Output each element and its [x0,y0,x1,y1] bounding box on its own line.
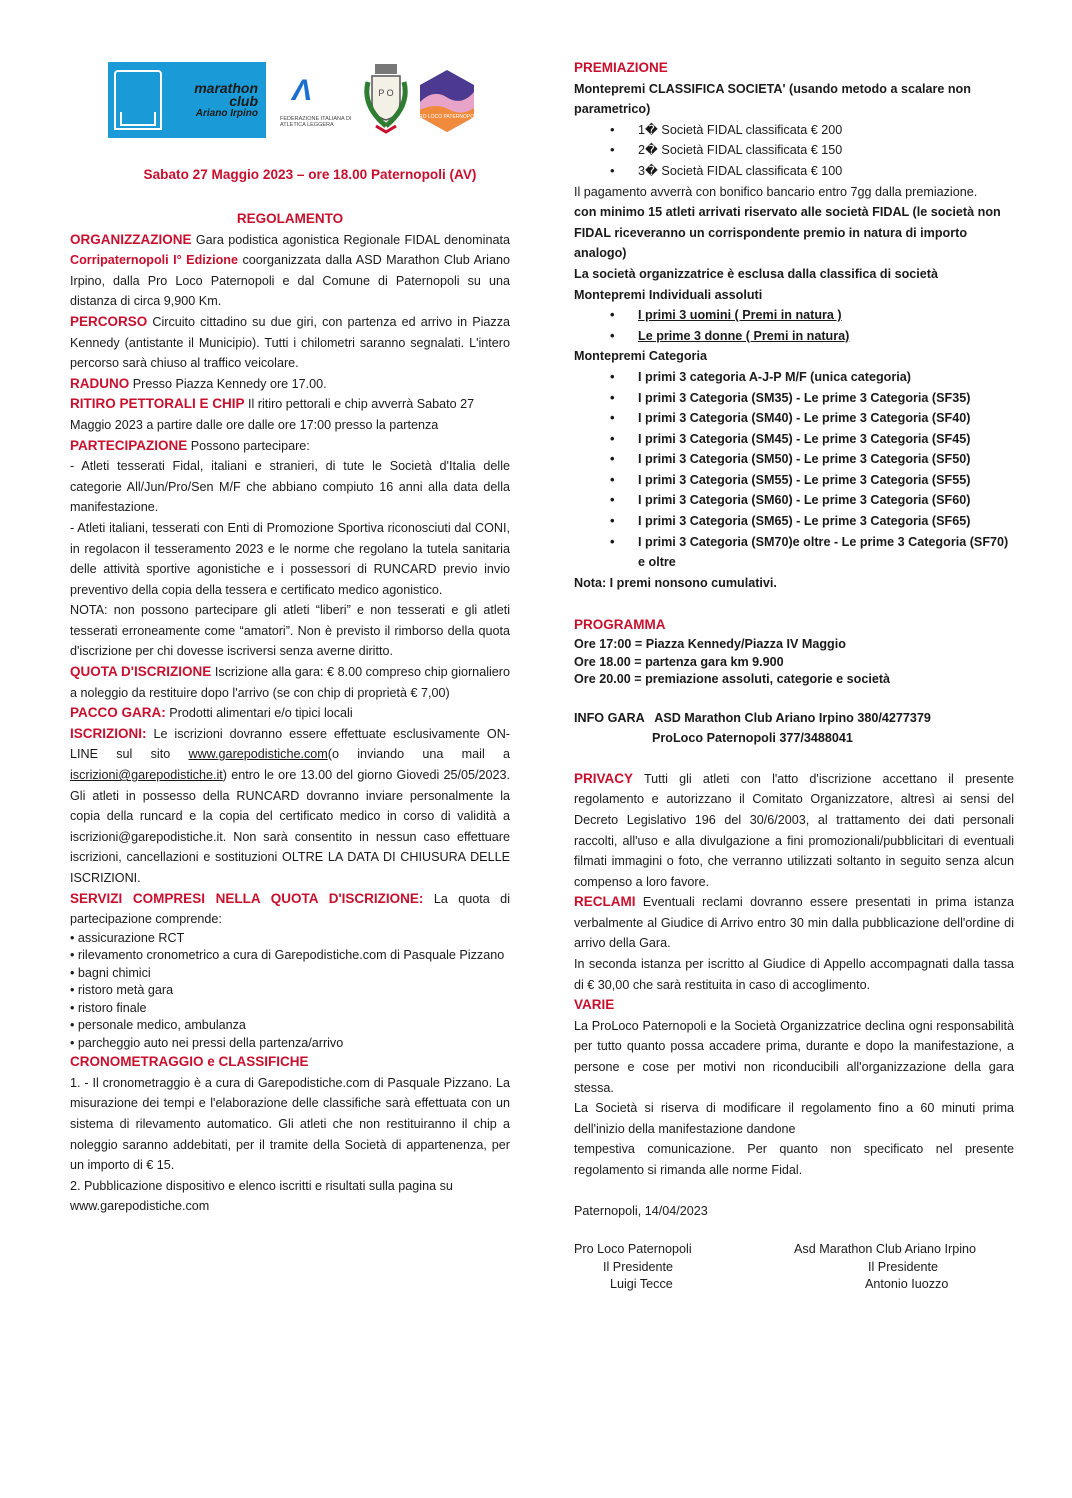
varie-3: tempestiva comunicazione. Per quanto non specificato nel presente regolamento si rimanda alle norme Fidal. [574,1142,1014,1177]
list-item: • rilevamento cronometrico a cura di Garepodistiche.com di Pasquale Pizzano [70,948,505,963]
list-item: • Le prime 3 donne ( Premi in natura) [574,326,1014,347]
section-ritiro: RITIRO PETTORALI E CHIP Il ritiro pettorali e chip avverrà Sabato 27 Maggio 2023 a partire dalle ore dalle ore 17:00 presso la partenza [70,396,475,432]
partecipazione-eps: - Atleti italiani, tesserati con Enti di Promozione Sportiva riconosciuti dal CONI, in regolacon il tesseramento 2023 e le norme che regolano la tutela sanitaria delle attività sportive agonistiche e i possessori di RUNCARD previo invio preventivo della copia della tessera e certificato medico agonistico. [70,520,510,597]
section-premiazione: PREMIAZIONE [574,60,668,75]
list-item: • I primi 3 categoria A-J-P M/F (unica categoria) [574,367,1014,388]
section-iscrizioni: ISCRIZIONI: Le iscrizioni dovranno essere effettuate esclusivamente ON-LINE sul sito www.garepodistiche.com(o inviando una mail a iscrizioni@garepodistiche.it) entro le ore 13.00 del giorno Giovedi 25/05/2023. Gli atleti in possesso della RUNCARD dovranno inviare personalmente la copia della runcard e la copia del certificato medico in corso di validità a iscrizioni@garepodistiche.it. Non sarà consentito in nessun caso effettuare iscrizioni, cancellazioni e sostituzioni OLTRE LA DATA DI CHIUSURA DELLE ISCRIZIONI. [70,725,510,885]
event-date-line: Sabato 27 Maggio 2023 – ore 18.00 Paternopoli (AV) [143,167,477,182]
varie-2: La Società si riserva di modificare il regolamento fino a 60 minuti prima dell'inizio della manifestazione dandone [574,1101,1014,1136]
list-item: • I primi 3 Categoria (SM45) - Le prime 3 Categoria (SF45) [574,429,1014,450]
list-item: • 3� Società FIDAL classificata € 100 [574,161,1014,182]
document-date: Paternopoli, 14/04/2023 [574,1203,708,1218]
list-item: • ristoro metà gara [70,983,174,998]
section-raduno: RADUNO Presso Piazza Kennedy ore 17.00. [70,375,327,391]
list-item: • 1� Società FIDAL classificata € 200 [574,120,1014,141]
section-programma: PROGRAMMA [574,617,666,633]
premi-nota: Nota: I premi nonsono cumulativi. [574,575,777,590]
list-item: • I primi 3 Categoria (SM50) - Le prime 3 Categoria (SF50) [574,449,1014,470]
section-percorso: PERCORSO Circuito cittadino su due giri, con partenza ed arrivo in Piazza Kennedy (antistante il Municipio). Tutti i chilometri saranno segnalati. L'intero percorso sarà chiuso al traffico veicolare. [70,313,510,371]
list-item: • I primi 3 uomini ( Premi in natura ) [574,305,1014,326]
nota-partecipazione: NOTA: non possono partecipare gli atleti “liberi” e non tesserati e gli atleti tesserati erroneamente come “amatori”. Non è previsto il rimborso della quota d'iscrizione per chi dovesse iscriversi senza averne diritto. [70,603,510,659]
varie-1: La ProLoco Paternopoli e la Società Organizzatrice declina ogni responsabilità per tutto quanto possa accadere prima, durante e dopo la manifestazione, a persone e cose per motivi non riconducibili all'organizzazione della gara stessa. [574,1018,1014,1095]
list-item: • bagni chimici [70,965,151,980]
section-pacco-gara: PACCO GARA: Prodotti alimentari e/o tipici locali [70,705,353,721]
municipal-crest-icon [362,60,410,140]
pro-loco-logo [414,68,480,134]
partecipazione-fidal: - Atleti tesserati Fidal, italiani e stranieri, di tute le Società d'Italia delle categorie All/Jun/Pro/Sen M/F che abbiano compiuto 16 anni alla data della manifestazione. [70,459,510,515]
list-item: • assicurazione RCT [70,930,185,945]
section-varie: VARIE [574,997,615,1013]
category-prize-list [574,367,1014,573]
list-item: • I primi 3 Categoria (SM35) - Le prime 3 Categoria (SF35) [574,388,1014,409]
programma-item: Ore 20.00 = premiazione assoluti, categorie e società [574,672,891,687]
signatures [574,1241,1014,1301]
marathon-club-logo [108,62,266,138]
section-quota: QUOTA D'ISCRIZIONE Iscrizione alla gara: € 8.00 compreso chip giornaliero a noleggio da restituire dopo l'arrivo (se con chip di proprietà € 7,00) [70,664,510,700]
societa-prize-list [574,120,1014,182]
list-item: • I primi 3 Categoria (SM65) - Le prime 3 Categoria (SF65) [574,511,1014,532]
tower-icon [114,70,162,130]
section-partecipazione: PARTECIPAZIONE Possono partecipare: [70,437,310,453]
montepremi-categoria: Montepremi Categoria [574,349,707,364]
regolamento-title: REGOLAMENTO [236,211,344,226]
list-item: • 2� Società FIDAL classificata € 150 [574,140,1014,161]
logo-text-marathon: marathon [194,80,258,96]
montepremi-societa: Montepremi CLASSIFICA SOCIETA' (usando metodo a scalare non parametrico) [574,81,971,117]
cronometraggio-1: 1. - Il cronometraggio è a cura di Garepodistiche.com di Pasquale Pizzano. La misurazione dei tempi e l'elaborazione delle classifiche sarà effettuata con un sistema di rilevamento automatico. Gli atleti che non restituiranno il chip a noleggio saranno addebitati, per il tramite della Società di appartenenza, per un importo di € 15. [70,1075,510,1173]
logo-text-ariano: Ariano Irpino [195,108,258,119]
signature-marathon: Asd Marathon Club Ariano Irpino Il Presidente Antonio Iuozzo [794,1242,977,1292]
garepodistiche-link[interactable]: www.garepodistiche.com [188,747,328,762]
list-item: • I primi 3 Categoria (SM40) - Le prime 3 Categoria (SF40) [574,408,1014,429]
section-organizzazione: ORGANIZZAZIONE Gara podistica agonistica Regionale FIDAL denominata Corripaternopoli I° Edizione coorganizzata dalla ASD Marathon Club Ariano Irpino, dalla Pro Loco Paternopoli e dal Comune di Paternopoli su una distanza di circa 9,900 Km. [70,231,510,309]
info-gara-proloco: ProLoco Paternopoli 377/3488041 [652,731,853,746]
pagamento-note: Il pagamento avverrà con bonifico bancario entro 7gg dalla premiazione. [574,184,978,199]
logo-text-club: club [229,93,258,109]
list-item: • I primi 3 Categoria (SM70)e oltre - Le prime 3 Categoria (SF70) e oltre [574,532,1014,573]
minimo-atleti-note: con minimo 15 atleti arrivati riservato alle società FIDAL (le società non FIDAL riceveranno un corrispondente premio in natura di importo analogo) [574,205,1001,261]
section-cronometraggio: CRONOMETRAGGIO e CLASSIFICHE [70,1054,309,1070]
cronometraggio-2: 2. Pubblicazione dispositivo e elenco iscritti e risultati sulla pagina su www.garepodistiche.com [70,1178,453,1214]
esclusa-note: La società organizzatrice è esclusa dalla classifica di società [574,266,938,281]
list-item: • ristoro finale [70,1000,147,1015]
section-privacy: PRIVACY Tutti gli atleti con l'atto d'iscrizione accettano il presente regolamento e autorizzano il Comitato Organizzatore, altresì ai sensi del Decreto Legislativo 196 del 30/6/2003, al trattamento dei dati personali raccolti, all'uso e alla divulgazione a fini promozionali/pubblicitari di eventuali filmati immagini o foto, che verranno utilizzati soltanto in seguito senza alcun compenso a loro favore. [574,770,1014,889]
programma-item: Ore 18.00 = partenza gara km 9.900 [574,654,784,669]
reclami-seconda-istanza: In seconda istanza per iscritto al Giudice di Appello accompagnati dalla tassa di € 30,00 che sarà restituita in caso di accoglimento. [574,957,1014,992]
servizi-list [70,930,510,1053]
info-gara-marathon: INFO GARA ASD Marathon Club Ariano Irpino 380/4277379 [574,710,931,725]
list-item: • I primi 3 Categoria (SM55) - Le prime 3 Categoria (SF55) [574,470,1014,491]
individual-prize-list [574,305,1014,346]
list-item: • I primi 3 Categoria (SM60) - Le prime 3 Categoria (SF60) [574,490,1014,511]
programma-item: Ore 17:00 = Piazza Kennedy/Piazza IV Maggio [574,637,846,652]
email-iscrizioni-link[interactable]: iscrizioni@garepodistiche.it [70,768,223,783]
section-reclami: RECLAMI Eventuali reclami dovranno essere presentati in prima istanza verbalmente al Giudice di Arrivo entro 30 min dalla pubblicazione dell'ordine di arrivo della Gara. [574,894,1014,951]
fidal-logo-text: FEDERAZIONE ITALIANA DI ATLETICA LEGGERA [280,116,352,128]
fidal-logo [280,72,358,134]
list-item: • parcheggio auto nei pressi della partenza/arrivo [70,1035,344,1050]
left-column [70,211,510,1217]
svg-text:P O: P O [378,88,394,98]
logo-row [108,60,498,140]
montepremi-individuali: Montepremi Individuali assoluti [574,287,763,302]
section-servizi: SERVIZI COMPRESI NELLA QUOTA D'ISCRIZIONE: La quota di partecipazione comprende: [70,890,510,927]
list-item: • personale medico, ambulanza [70,1018,246,1033]
signature-proloco: Pro Loco Paternopoli Il Presidente Luigi Tecce [574,1242,692,1292]
right-column [574,58,1014,1301]
pro-loco-logo-text: PRO LOCO PATERNOPOLI [415,114,479,120]
fidal-mark-icon: Λ [292,74,313,107]
